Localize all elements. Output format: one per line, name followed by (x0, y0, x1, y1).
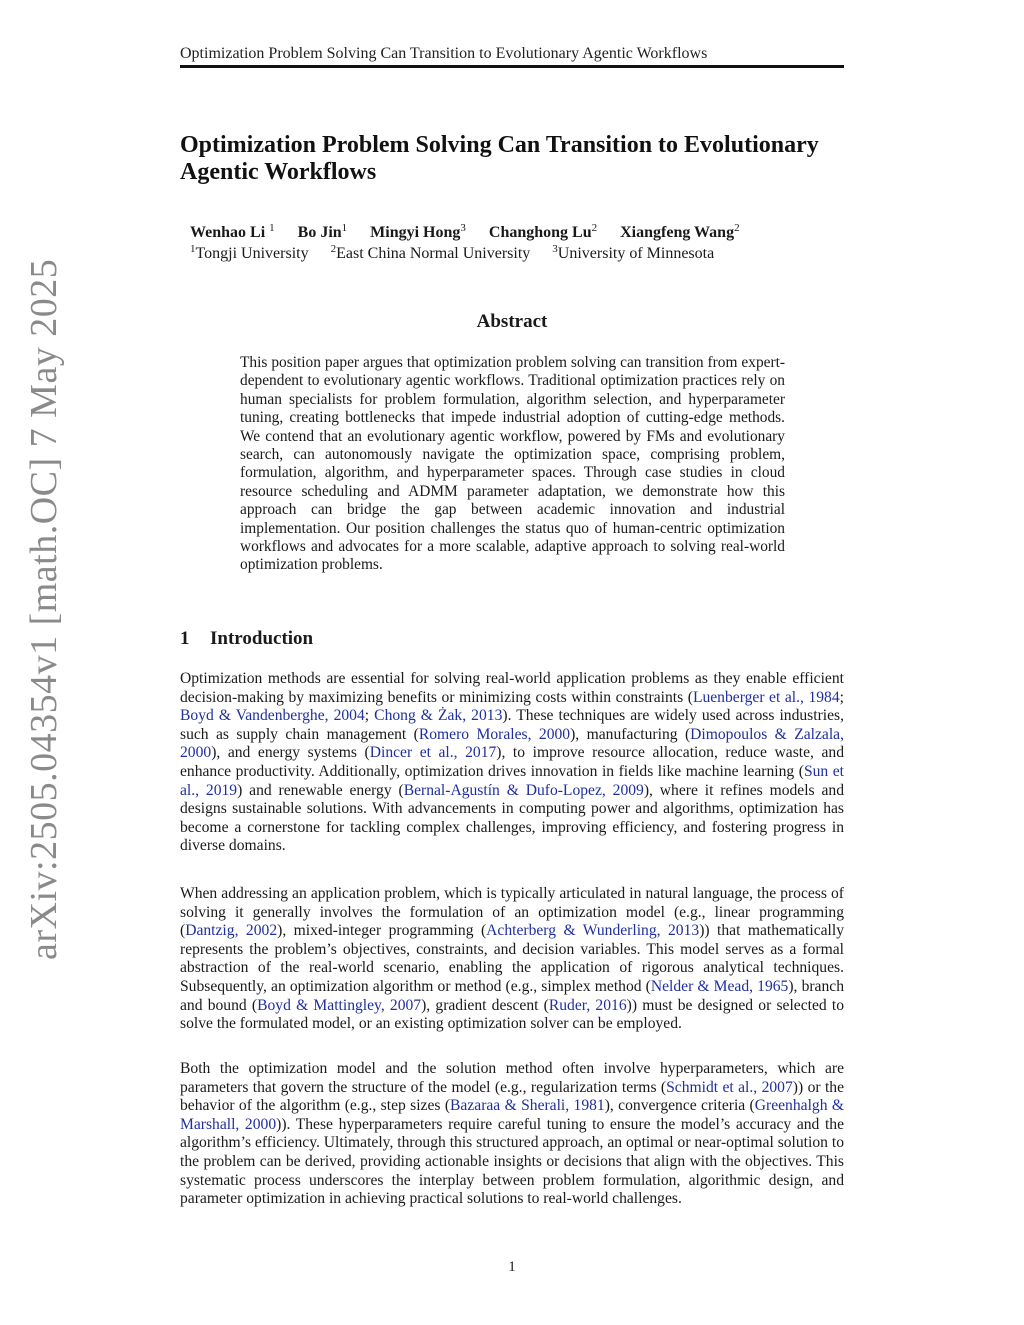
body-paragraph (180, 1060, 844, 1209)
author (370, 224, 466, 241)
citation-link[interactable]: Bazaraa & Sherali, 1981 (450, 1097, 605, 1115)
citation-link[interactable]: Romero Morales, 2000 (418, 725, 571, 743)
page-number: 1 (508, 1259, 516, 1275)
author-affil-mark: 2 (591, 222, 598, 234)
paragraph-text: ; (364, 707, 375, 725)
citation-link[interactable]: Greenhalgh & Marshall, 2000 (180, 1097, 844, 1133)
citation-link[interactable]: Luenberger et al., 1984 (692, 688, 840, 706)
citation-link[interactable]: Sun et al., 2019 (180, 762, 845, 799)
author-affil-mark: 1 (269, 222, 275, 234)
paragraph-text: ), branch and bound ( (180, 977, 844, 1014)
citation-link[interactable]: Schmidt et al., 2007 (666, 1078, 793, 1096)
section-number: 1 (180, 628, 190, 649)
abstract-text: This position paper argues that optimization problem solving can transition from expert-dependent to evolutionary agentic workflows. Traditional optimization practices rely on human specialists for problem formulation, algorithm selection, and hyperparameter tuning, creating bottlenecks that impede industrial adoption of cutting-edge methods. We contend that an evolutionary agentic workflow, powered by FMs and evolutionary search, can autonomously navigate the optimization space, comprising problem, formulation, algorithm, and hyperparameter spaces. Through case studies in cloud resource scheduling and ADMM parameter adaptation, we demonstrate how this approach can bridge the gap between academic innovation and industrial implementation. Our position challenges the status quo of human-centric optimization workflows and advocates for a more scalable, adaptive approach to solving real-world optimization problems. (240, 354, 785, 574)
section-title: Introduction (210, 628, 314, 649)
paragraph-text: ), convergence criteria ( (604, 1097, 755, 1115)
paragraph-text: )) must be designed or selected to solve the formulated model, or an existing optimization solver can be employed. (180, 996, 844, 1033)
author-name: Bo Jin (297, 224, 342, 241)
paragraph-text: Both the optimization model and the solution method often involve hyperparameters, which are parameters that govern the structure of the model (e.g., regularization terms ( (180, 1060, 844, 1096)
citation-link[interactable]: Bernal-Agustín & Dufo-Lopez, 2009 (403, 781, 644, 799)
paragraph-text: ), and energy systems ( (211, 744, 370, 762)
paragraph-text: ). These techniques are widely used across industries, such as supply chain management ( (180, 707, 844, 743)
paper-title: Optimization Problem Solving Can Transition to Evolutionary Agentic Workflows (180, 132, 819, 185)
affiliation (552, 245, 714, 262)
paragraph-text: ), to improve resource allocation, reduce waste, and enhance productivity. Additionally, optimization drives innovation in fields like machine learning ( (180, 744, 844, 780)
running-header: Optimization Problem Solving Can Transition to Evolutionary Agentic Workflows (180, 45, 708, 62)
author-affil-mark: 1 (341, 222, 348, 234)
affiliation-mark: 1 (190, 243, 196, 255)
citation-link[interactable]: Ruder, 2016 (548, 996, 627, 1014)
citation-link[interactable]: Boyd & Mattingley, 2007 (257, 996, 422, 1014)
citation-link[interactable]: Nelder & Mead, 1965 (650, 977, 789, 995)
section-heading (180, 627, 844, 651)
author-affil-mark: 2 (734, 222, 740, 234)
citation-link[interactable]: Chong & Żak, 2013 (374, 707, 503, 725)
paragraph-text: ; (839, 688, 844, 706)
affiliation-mark: 3 (552, 243, 558, 255)
paragraph-text: Optimization methods are essential for solving real-world application problems as they enable efficient decision-making by maximizing benefits or minimizing costs within constraints ( (180, 670, 844, 706)
paragraph-text: ), gradient descent ( (421, 996, 549, 1014)
paragraph-text: ), manufacturing ( (570, 725, 691, 743)
paragraph-text: When addressing an application problem, which is typically articulated in natural language, the process of solving it generally involves the formulation of an optimization model (e.g., linear programming ( (180, 885, 844, 940)
arxiv-identifier: arXiv:2505.04354v1 [math.OC] 7 May 2025 (23, 258, 65, 960)
citation-link[interactable]: Dincer et al., 2017 (369, 744, 497, 762)
paragraph-text: ), mixed-integer programming ( (277, 922, 487, 940)
paragraph-text: )). These hyperparameters require careful tuning to ensure the model’s accuracy and the algorithm’s efficiency. Ultimately, through this structured approach, an optimal or near-optimal solution to the problem can be derived, providing actionable insights or decisions that align with the objectives. This systematic process underscores the interplay between problem formulation, algorithmic design, and parameter optimization in achieving practical solutions to real-world challenges. (180, 1115, 844, 1208)
paragraph-text: )) or the behavior of the algorithm (e.g., step sizes ( (180, 1078, 845, 1115)
affiliation-name: University of Minnesota (557, 245, 715, 262)
citation-link[interactable]: Boyd & Vandenberghe, 2004 (180, 707, 365, 725)
author (190, 224, 275, 241)
paragraph-text: ), where it refines models and designs sustainable solutions. With advancements in computing power and algorithms, optimization has become a cornerstone for tackling complex challenges, improving efficiency, and fostering progress in diverse domains. (180, 781, 844, 855)
affiliation (190, 245, 309, 262)
affiliation (331, 245, 531, 262)
citation-link[interactable]: Achterberg & Wunderling, 2013 (486, 922, 700, 940)
citation-link[interactable]: Dantzig, 2002 (185, 922, 278, 940)
affiliation-name: East China Normal University (336, 245, 531, 262)
citation-link[interactable]: Dimopoulos & Zalzala, 2000 (180, 725, 844, 762)
body-paragraph (180, 670, 844, 856)
author (298, 224, 348, 241)
author-list (190, 222, 810, 244)
body-paragraph (180, 885, 844, 1034)
affiliation-list (190, 244, 810, 264)
author-affil-mark: 3 (460, 222, 466, 234)
paragraph-text: )) that mathematically represents the problem’s objectives, constraints, and decision variables. This model serves as a formal abstraction of the real-world scenario, enabling the application of rigorous analytical techniques. Subsequently, an optimization algorithm or method (e.g., simplex method ( (180, 922, 845, 995)
author-name: Wenhao Li (190, 224, 266, 241)
author (620, 224, 739, 241)
author-name: Xiangfeng Wang (620, 224, 735, 241)
header-rule (180, 65, 844, 68)
author (489, 224, 597, 241)
author-name: Changhong Lu (488, 224, 592, 241)
paragraph-text: ) and renewable energy ( (237, 781, 404, 799)
abstract-heading: Abstract (476, 311, 548, 332)
affiliation-name: Tongji University (195, 245, 309, 262)
author-name: Mingyi Hong (370, 224, 461, 241)
affiliation-mark: 2 (330, 243, 337, 255)
